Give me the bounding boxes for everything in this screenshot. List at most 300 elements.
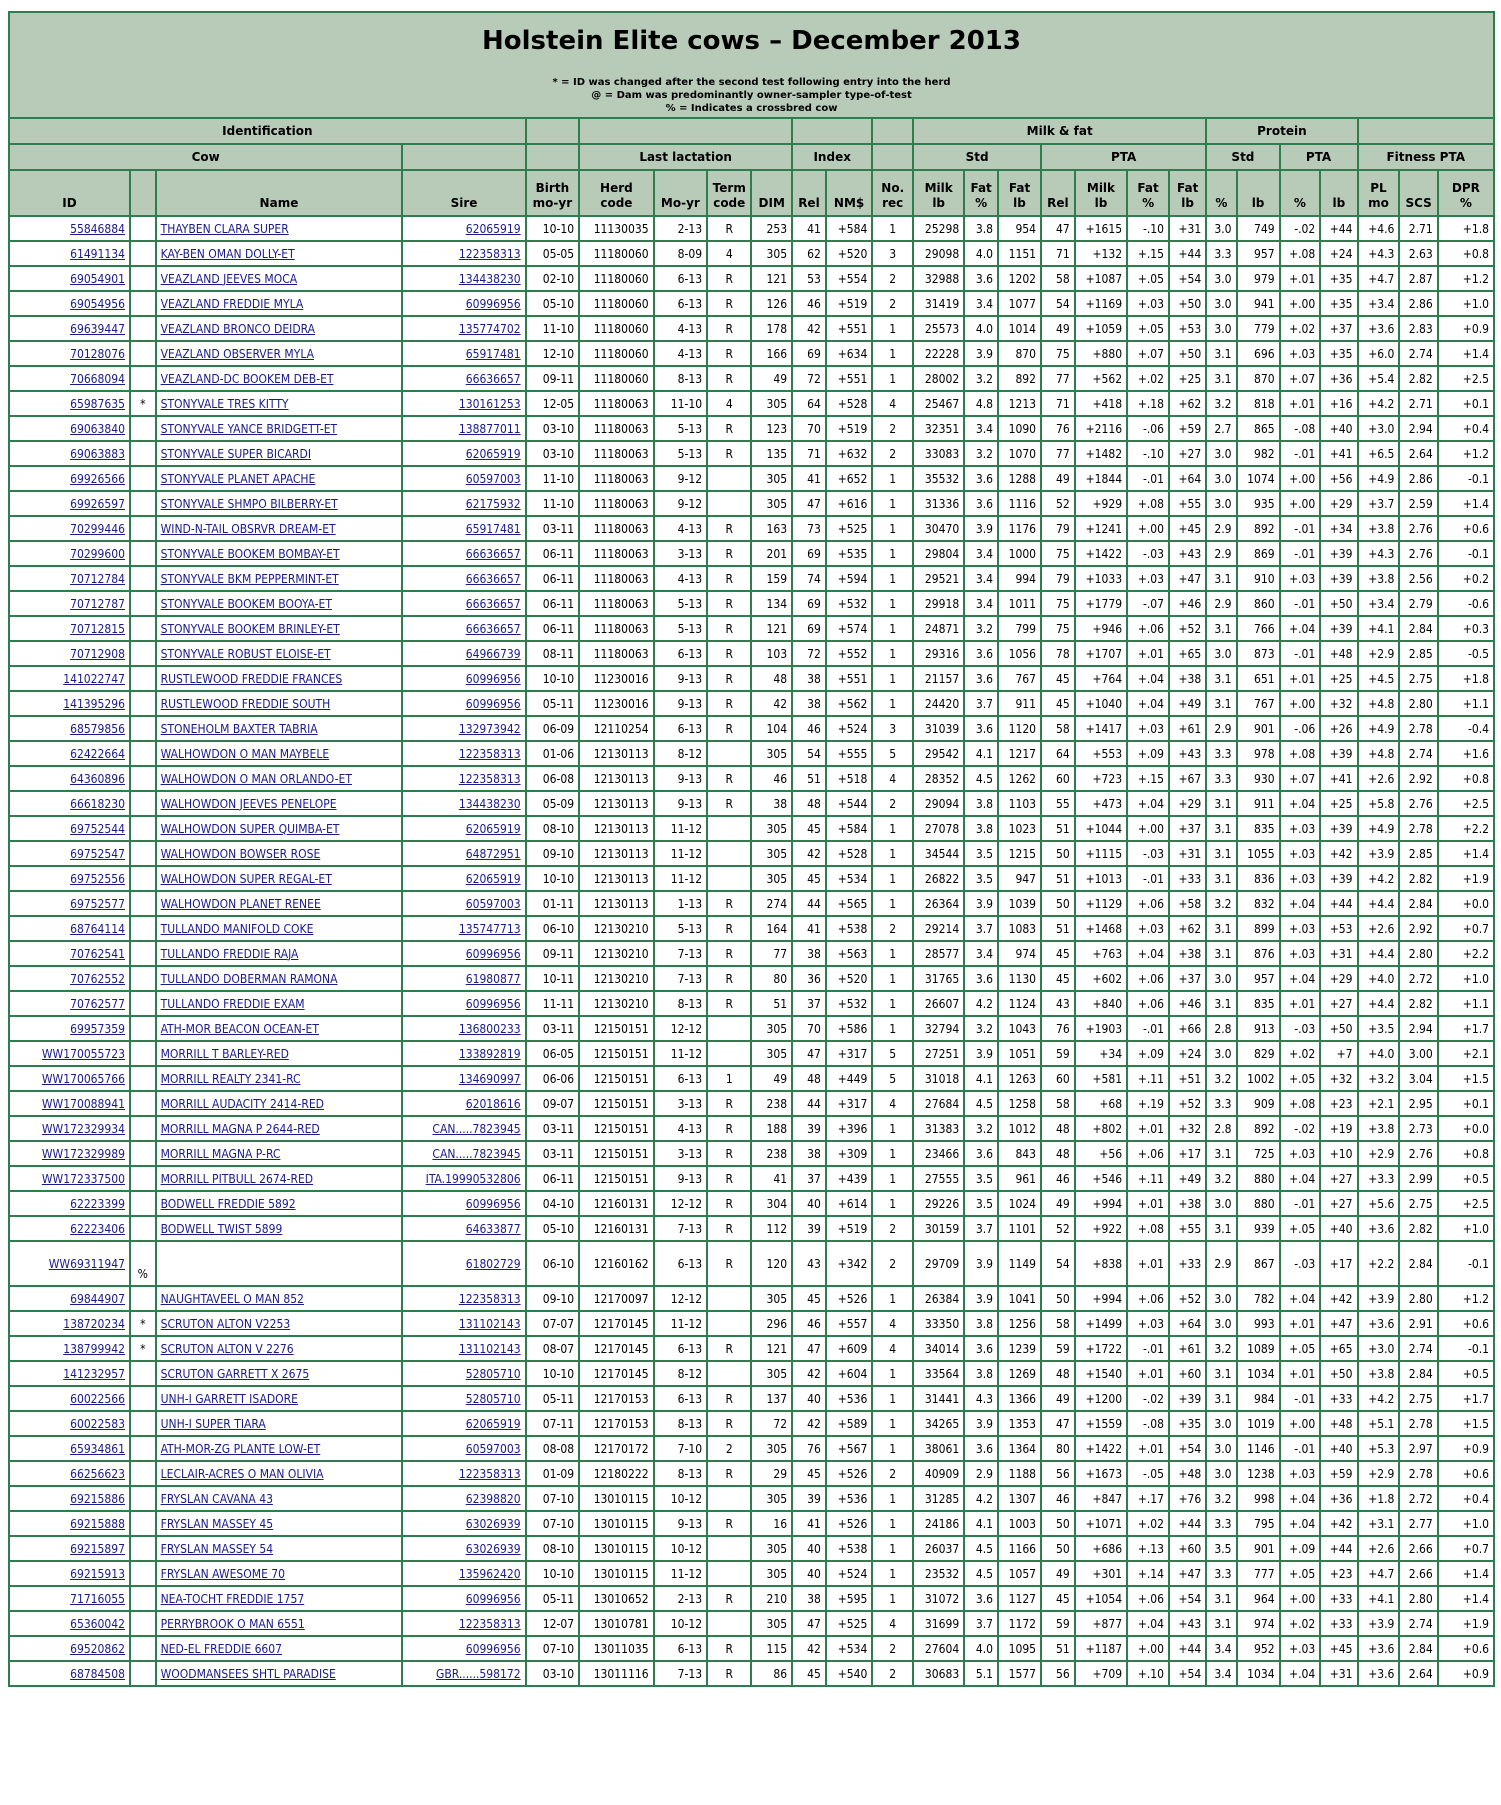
cow-id-link[interactable]: WW172329934 — [41, 1121, 126, 1136]
col-header-pta-fat-pct — [1127, 170, 1169, 216]
cell-flag: % — [130, 1241, 156, 1286]
cow-name-link[interactable]: WALHOWDON JEEVES PENELOPE — [160, 796, 337, 811]
cow-id-link[interactable]: 69215886 — [70, 1491, 126, 1506]
table-row — [9, 1066, 1494, 1091]
sire-link[interactable]: 62018616 — [465, 1096, 521, 1111]
cow-id-link[interactable]: 68579856 — [70, 721, 126, 736]
sire-link[interactable]: 60996956 — [465, 671, 521, 686]
table-row — [9, 316, 1494, 341]
sire-link[interactable]: 62065919 — [465, 1416, 521, 1431]
cow-name-link[interactable]: WALHOWDON O MAN MAYBELE — [160, 746, 330, 761]
sire-link[interactable]: 66636657 — [465, 596, 521, 611]
cow-id-link[interactable]: 69844907 — [70, 1291, 126, 1306]
sire-link[interactable]: 62065919 — [465, 821, 521, 836]
cell-pta-rel: 58 — [1041, 1091, 1075, 1116]
cell-herd-code: 11180063 — [579, 466, 653, 491]
sire-link[interactable]: 122358313 — [458, 246, 521, 261]
sire-link[interactable]: 122358313 — [458, 771, 521, 786]
cow-id-link[interactable]: WW69311947 — [48, 1256, 126, 1271]
cell-lact-mo-yr: 2-13 — [654, 216, 708, 241]
table-body — [9, 216, 1494, 1686]
cow-id-link[interactable]: 65934861 — [70, 1441, 126, 1456]
sire-link[interactable]: 134438230 — [458, 271, 521, 286]
sire-link[interactable]: 135747713 — [458, 921, 521, 936]
cow-name-link[interactable]: WALHOWDON O MAN ORLANDO-ET — [160, 771, 352, 786]
cow-name-link[interactable]: TULLANDO DOBERMAN RAMONA — [160, 971, 338, 986]
cow-id-link[interactable]: 138720234 — [63, 1316, 126, 1331]
cow-id-link[interactable]: 70762541 — [70, 946, 126, 961]
cow-id-link[interactable]: 68764114 — [70, 921, 126, 936]
sire-link[interactable]: 60996956 — [465, 996, 521, 1011]
cow-id-link[interactable]: 70668094 — [70, 371, 126, 386]
sire-link[interactable]: 138877011 — [458, 421, 521, 436]
sire-link[interactable]: 122358313 — [458, 1291, 521, 1306]
cow-name-link[interactable]: VEAZLAND BRONCO DEIDRA — [160, 321, 316, 336]
table-row — [9, 1636, 1494, 1661]
sire-link[interactable]: 60597003 — [465, 1441, 521, 1456]
cell-scs: 2.79 — [1399, 591, 1437, 616]
cow-id-link[interactable]: 65360042 — [70, 1616, 126, 1631]
cell-dim: 253 — [751, 216, 792, 241]
cow-id-link[interactable]: 65987635 — [70, 396, 126, 411]
sire-link[interactable]: 66636657 — [465, 571, 521, 586]
cow-id-link[interactable]: 62223406 — [70, 1221, 126, 1236]
cow-id-link[interactable]: 69926597 — [70, 496, 126, 511]
cow-name-link[interactable]: MORRILL PITBULL 2674-RED — [160, 1171, 314, 1186]
cell-prot-pta-pct: +.00 — [1280, 291, 1321, 316]
cow-name-link[interactable]: THAYBEN CLARA SUPER — [160, 221, 289, 236]
cow-name-link[interactable]: WIND-N-TAIL OBSRVR DREAM-ET — [160, 521, 336, 536]
sire-link[interactable]: 134438230 — [458, 796, 521, 811]
cow-name-link[interactable]: ATH-MOR BEACON OCEAN-ET — [160, 1021, 319, 1036]
sire-link[interactable]: 135774702 — [458, 321, 521, 336]
cow-id-link[interactable]: 69926566 — [70, 471, 126, 486]
cell-term-code: R — [707, 641, 751, 666]
cow-id-link[interactable]: 69639447 — [70, 321, 126, 336]
cell-pta-milk-lb: +1540 — [1075, 1361, 1127, 1386]
cow-name-link[interactable]: STONYVALE BOOKEM BRINLEY-ET — [160, 621, 340, 636]
cell-lact-mo-yr: 2-13 — [654, 1586, 708, 1611]
sire-link[interactable]: 52805710 — [465, 1366, 521, 1381]
cell-id — [9, 891, 130, 916]
col-header-dim — [751, 170, 792, 216]
cell-nm-dollar: +524 — [826, 1561, 873, 1586]
cow-id-link[interactable]: 70299446 — [70, 521, 126, 536]
cell-std-milk-lb: 26037 — [913, 1536, 964, 1561]
sire-link[interactable]: 133892819 — [458, 1046, 521, 1061]
sire-link[interactable]: 134690997 — [458, 1071, 521, 1086]
sire-link[interactable]: 52805710 — [465, 1391, 521, 1406]
cell-std-milk-lb: 27251 — [913, 1041, 964, 1066]
cell-prot-pta-pct: +.09 — [1280, 1536, 1321, 1561]
cell-pta-rel: 49 — [1041, 1191, 1075, 1216]
cow-id-link[interactable]: 138799942 — [63, 1341, 126, 1356]
cow-name-link[interactable]: TULLANDO FREDDIE RAJA — [160, 946, 299, 961]
cell-birth-mo-yr: 06-11 — [526, 541, 580, 566]
cell-no-rec: 1 — [872, 466, 913, 491]
sire-link[interactable]: 60996956 — [465, 946, 521, 961]
cell-no-rec: 1 — [872, 616, 913, 641]
sire-link[interactable]: 60996956 — [465, 296, 521, 311]
cow-id-link[interactable]: 62422664 — [70, 746, 126, 761]
cell-sire — [402, 291, 525, 316]
cell-std-fat-pct: 3.6 — [964, 1141, 998, 1166]
cow-id-link[interactable]: 69752556 — [70, 871, 126, 886]
cow-name-link[interactable]: WOODMANSEES SHTL PARADISE — [160, 1666, 336, 1681]
cell-herd-code: 12150151 — [579, 1141, 653, 1166]
cow-name-link[interactable]: WALHOWDON BOWSER ROSE — [160, 846, 321, 861]
cow-id-link[interactable]: 60022566 — [70, 1391, 126, 1406]
cow-id-link[interactable]: 69054901 — [70, 271, 126, 286]
sire-link[interactable]: CAN.....7823945 — [432, 1146, 521, 1161]
sire-link[interactable]: 136800233 — [458, 1021, 521, 1036]
cow-id-link[interactable]: 70712784 — [70, 571, 126, 586]
cell-sire — [402, 1241, 525, 1286]
cow-id-link[interactable]: 68784508 — [70, 1666, 126, 1681]
cow-name-link[interactable]: TULLANDO MANIFOLD COKE — [160, 921, 314, 936]
cell-prot-pta-pct: +.01 — [1280, 991, 1321, 1016]
cell-prot-std-lb: 901 — [1237, 716, 1280, 741]
cow-name-link[interactable]: NEA-TOCHT FREDDIE 1757 — [160, 1591, 305, 1606]
cell-prot-pta-pct: +.05 — [1280, 1216, 1321, 1241]
cell-lact-mo-yr: 8-09 — [654, 241, 708, 266]
sire-link[interactable]: 135962420 — [458, 1566, 521, 1581]
cell-index-rel: 72 — [792, 641, 826, 666]
cow-name-link[interactable]: STONYVALE ROBUST ELOISE-ET — [160, 646, 331, 661]
cow-id-link[interactable]: 66256623 — [70, 1466, 126, 1481]
cell-dim: 134 — [751, 591, 792, 616]
cell-flag — [130, 1386, 156, 1411]
cell-scs: 2.75 — [1399, 666, 1437, 691]
cell-flag — [130, 816, 156, 841]
cell-pta-milk-lb: +301 — [1075, 1561, 1127, 1586]
sire-link[interactable]: 61980877 — [465, 971, 521, 986]
cell-id — [9, 1561, 130, 1586]
sire-link[interactable]: 64633877 — [465, 1221, 521, 1236]
cell-no-rec: 2 — [872, 441, 913, 466]
cell-prot-pta-pct: -.03 — [1280, 1241, 1321, 1286]
sire-link[interactable]: 60597003 — [465, 896, 521, 911]
cow-id-link[interactable]: 70712908 — [70, 646, 126, 661]
cow-name-link[interactable]: FRYSLAN CAVANA 43 — [160, 1491, 273, 1506]
cow-id-link[interactable]: 69752547 — [70, 846, 126, 861]
cow-name-link[interactable]: BODWELL FREDDIE 5892 — [160, 1196, 296, 1211]
cow-id-link[interactable]: 69752544 — [70, 821, 126, 836]
sire-link[interactable]: 65917481 — [465, 346, 521, 361]
cow-id-link[interactable]: 69957359 — [70, 1021, 126, 1036]
cow-id-link[interactable]: 60022583 — [70, 1416, 126, 1431]
cell-index-rel: 54 — [792, 741, 826, 766]
table-row — [9, 1586, 1494, 1611]
cell-dpr-pct: +2.2 — [1438, 941, 1494, 966]
sire-link[interactable]: 62065919 — [465, 871, 521, 886]
sire-link[interactable]: 65917481 — [465, 521, 521, 536]
cell-prot-std-lb: 1019 — [1237, 1411, 1280, 1436]
cell-flag — [130, 1016, 156, 1041]
table-row — [9, 1386, 1494, 1411]
cow-id-link[interactable]: 70762552 — [70, 971, 126, 986]
col-header-line: Name — [259, 196, 299, 210]
sire-link[interactable]: 64966739 — [465, 646, 521, 661]
cow-name-link[interactable]: RUSTLEWOOD FREDDIE SOUTH — [160, 696, 331, 711]
cell-herd-code: 11180063 — [579, 416, 653, 441]
cell-name — [156, 316, 403, 341]
cell-birth-mo-yr: 12-07 — [526, 1611, 580, 1636]
cow-name-link[interactable]: VEAZLAND-DC BOOKEM DEB-ET — [160, 371, 334, 386]
cell-prot-pta-lb: +39 — [1320, 866, 1357, 891]
cow-id-link[interactable]: 64360896 — [70, 771, 126, 786]
sire-link[interactable]: 64872951 — [465, 846, 521, 861]
cow-name-link[interactable]: SCRUTON GARRETT X 2675 — [160, 1366, 310, 1381]
cell-flag — [130, 1041, 156, 1066]
cow-name-link[interactable]: MORRILL T BARLEY-RED — [160, 1046, 289, 1061]
cell-pta-fat-lb: +52 — [1169, 616, 1206, 641]
cow-name-link[interactable]: SCRUTON ALTON V 2276 — [160, 1341, 294, 1356]
cell-pta-rel: 46 — [1041, 1166, 1075, 1191]
cow-id-link[interactable]: WW172329989 — [41, 1146, 126, 1161]
sire-link[interactable]: 122358313 — [458, 1466, 521, 1481]
cow-name-link[interactable]: STONYVALE SHMPO BILBERRY-ET — [160, 496, 338, 511]
cell-birth-mo-yr: 05-11 — [526, 691, 580, 716]
cow-name-link[interactable]: FRYSLAN MASSEY 45 — [160, 1516, 274, 1531]
cow-name-link[interactable]: MORRILL MAGNA P 2644-RED — [160, 1121, 320, 1136]
cell-pta-fat-pct: -.10 — [1127, 441, 1169, 466]
cow-id-link[interactable]: 69215888 — [70, 1516, 126, 1531]
cell-pta-rel: 79 — [1041, 516, 1075, 541]
cell-nm-dollar: +532 — [826, 991, 873, 1016]
cow-name-link[interactable]: BODWELL TWIST 5899 — [160, 1221, 283, 1236]
cow-name-link[interactable]: STONYVALE YANCE BRIDGETT-ET — [160, 421, 338, 436]
sire-link[interactable]: 122358313 — [458, 746, 521, 761]
sire-link[interactable]: 63026939 — [465, 1541, 521, 1556]
sire-link[interactable]: 60996956 — [465, 1591, 521, 1606]
cell-pta-fat-pct: +.03 — [1127, 291, 1169, 316]
cell-index-rel: 39 — [792, 1486, 826, 1511]
cow-id-link[interactable]: 70712815 — [70, 621, 126, 636]
sire-link[interactable]: 131102143 — [458, 1341, 521, 1356]
cell-id — [9, 591, 130, 616]
cell-nm-dollar: +567 — [826, 1436, 873, 1461]
cell-scs: 2.66 — [1399, 1536, 1437, 1561]
cell-std-fat-lb: 954 — [998, 216, 1041, 241]
cow-id-link[interactable]: 70762577 — [70, 996, 126, 1011]
cell-herd-code: 11180060 — [579, 366, 653, 391]
cow-name-link[interactable]: SCRUTON ALTON V2253 — [160, 1316, 291, 1331]
cow-id-link[interactable]: 71716055 — [70, 1591, 126, 1606]
cow-name-link[interactable]: KAY-BEN OMAN DOLLY-ET — [160, 246, 295, 261]
cell-herd-code: 12170145 — [579, 1311, 653, 1336]
cell-name — [156, 341, 403, 366]
cow-id-link[interactable]: 141395296 — [63, 696, 126, 711]
cell-lact-mo-yr: 11-12 — [654, 816, 708, 841]
cell-index-rel: 41 — [792, 916, 826, 941]
cell-lact-mo-yr: 8-12 — [654, 1361, 708, 1386]
cow-id-link[interactable]: 55846884 — [70, 221, 126, 236]
cell-prot-std-lb: 835 — [1237, 816, 1280, 841]
cell-lact-mo-yr: 8-13 — [654, 1411, 708, 1436]
cell-pl-mo: +5.1 — [1358, 1411, 1400, 1436]
cow-id-link[interactable]: 69215913 — [70, 1566, 126, 1581]
cow-name-link[interactable]: STONYVALE PLANET APACHE — [160, 471, 316, 486]
cow-name-link[interactable]: MORRILL MAGNA P-RC — [160, 1146, 281, 1161]
cow-name-link[interactable]: WALHOWDON SUPER REGAL-ET — [160, 871, 332, 886]
cell-prot-std-lb: 910 — [1237, 566, 1280, 591]
cow-id-link[interactable]: 69752577 — [70, 896, 126, 911]
cell-index-rel: 38 — [792, 691, 826, 716]
cell-prot-std-pct: 3.4 — [1206, 1661, 1236, 1686]
cell-pta-fat-lb: +65 — [1169, 641, 1206, 666]
cell-name — [156, 716, 403, 741]
cell-pl-mo: +5.6 — [1358, 1191, 1400, 1216]
cell-std-fat-lb: 1366 — [998, 1386, 1041, 1411]
cow-id-link[interactable]: 69063840 — [70, 421, 126, 436]
cell-nm-dollar: +536 — [826, 1486, 873, 1511]
cell-lact-mo-yr: 8-13 — [654, 991, 708, 1016]
sire-link[interactable]: CAN.....7823945 — [432, 1121, 521, 1136]
cell-herd-code: 12170145 — [579, 1336, 653, 1361]
cow-name-link[interactable]: STONEHOLM BAXTER TABRIA — [160, 721, 318, 736]
cell-scs: 3.04 — [1399, 1066, 1437, 1091]
sire-link[interactable]: 61802729 — [465, 1256, 521, 1271]
group-last-lactation: Last lactation — [579, 144, 792, 170]
cell-prot-std-pct: 3.1 — [1206, 1586, 1236, 1611]
cell-prot-pta-pct: +.03 — [1280, 841, 1321, 866]
sire-link[interactable]: 62065919 — [465, 446, 521, 461]
col-header-line: Fat — [1176, 181, 1199, 195]
sire-link[interactable]: 131102143 — [458, 1316, 521, 1331]
cow-name-link[interactable]: FRYSLAN AWESOME 70 — [160, 1566, 286, 1581]
cell-pta-fat-pct: +.08 — [1127, 491, 1169, 516]
cell-std-fat-pct: 3.6 — [964, 716, 998, 741]
cow-name-link[interactable]: PERRYBROOK O MAN 6551 — [160, 1616, 305, 1631]
sire-link[interactable]: 132973942 — [458, 721, 521, 736]
sire-link[interactable]: 62065919 — [465, 221, 521, 236]
cow-name-link[interactable]: UNH-I SUPER TIARA — [160, 1416, 266, 1431]
table-row — [9, 941, 1494, 966]
cell-scs: 2.83 — [1399, 316, 1437, 341]
cow-name-link[interactable]: MORRILL AUDACITY 2414-RED — [160, 1096, 324, 1111]
cow-id-link[interactable]: 69215897 — [70, 1541, 126, 1556]
cow-id-link[interactable]: 70299600 — [70, 546, 126, 561]
cow-id-link[interactable]: 61491134 — [70, 246, 126, 261]
cell-herd-code: 12170172 — [579, 1436, 653, 1461]
cell-pl-mo: +4.8 — [1358, 691, 1400, 716]
cell-pta-milk-lb: +1499 — [1075, 1311, 1127, 1336]
cow-name-link[interactable]: LECLAIR-ACRES O MAN OLIVIA — [160, 1466, 324, 1481]
cell-flag — [130, 1191, 156, 1216]
col-header-scs — [1399, 170, 1437, 216]
sire-link[interactable]: 60597003 — [465, 471, 521, 486]
cow-name-link[interactable]: STONYVALE BOOKEM BOOYA-ET — [160, 596, 332, 611]
cow-id-link[interactable]: 69520862 — [70, 1641, 126, 1656]
cow-id-link[interactable]: 141232957 — [63, 1366, 126, 1381]
cow-id-link[interactable]: WW170065766 — [41, 1071, 126, 1086]
cell-std-fat-pct: 3.8 — [964, 1311, 998, 1336]
cow-name-link[interactable]: NAUGHTAVEEL O MAN 852 — [160, 1291, 304, 1306]
cell-id — [9, 241, 130, 266]
cell-sire — [402, 1141, 525, 1166]
sire-link[interactable]: 60996956 — [465, 696, 521, 711]
table-row — [9, 841, 1494, 866]
cell-index-rel: 40 — [792, 1191, 826, 1216]
cell-herd-code: 13010115 — [579, 1511, 653, 1536]
cow-name-link[interactable]: VEAZLAND JEEVES MOCA — [160, 271, 298, 286]
cow-id-link[interactable]: 69054956 — [70, 296, 126, 311]
cow-id-link[interactable]: 62223399 — [70, 1196, 126, 1211]
cell-pta-fat-pct: +.01 — [1127, 1241, 1169, 1286]
cow-name-link[interactable]: VEAZLAND OBSERVER MYLA — [160, 346, 314, 361]
sire-link[interactable]: 60996956 — [465, 1196, 521, 1211]
cow-name-link[interactable]: STONYVALE BOOKEM BOMBAY-ET — [160, 546, 340, 561]
cow-id-link[interactable]: WW170055723 — [41, 1046, 126, 1061]
cow-name-link[interactable]: RUSTLEWOOD FREDDIE FRANCES — [160, 671, 343, 686]
cow-id-link[interactable]: 69063883 — [70, 446, 126, 461]
cow-name-link[interactable]: NED-EL FREDDIE 6607 — [160, 1641, 283, 1656]
cow-name-link[interactable]: FRYSLAN MASSEY 54 — [160, 1541, 274, 1556]
cow-id-link[interactable]: 70712787 — [70, 596, 126, 611]
cell-sire — [402, 841, 525, 866]
cow-id-link[interactable]: 70128076 — [70, 346, 126, 361]
col-header-std-fat-lb — [998, 170, 1041, 216]
cow-id-link[interactable]: WW170088941 — [41, 1096, 126, 1111]
cell-prot-pta-pct: -.01 — [1280, 1386, 1321, 1411]
sire-link[interactable]: 60996956 — [465, 1641, 521, 1656]
cell-scs: 2.77 — [1399, 1511, 1437, 1536]
cell-prot-std-lb: 766 — [1237, 616, 1280, 641]
sire-link[interactable]: 62398820 — [465, 1491, 521, 1506]
sire-link[interactable]: 66636657 — [465, 546, 521, 561]
cow-name-link[interactable]: ATH-MOR-ZG PLANTE LOW-ET — [160, 1441, 321, 1456]
cell-no-rec: 1 — [872, 216, 913, 241]
cell-birth-mo-yr: 09-10 — [526, 1286, 580, 1311]
cell-std-milk-lb: 32351 — [913, 416, 964, 441]
cell-term-code — [707, 1286, 751, 1311]
cow-id-link[interactable]: 141022747 — [63, 671, 126, 686]
cell-std-fat-lb: 994 — [998, 566, 1041, 591]
group-index: Index — [792, 144, 872, 170]
cell-id — [9, 1636, 130, 1661]
sire-link[interactable]: 130161253 — [458, 396, 521, 411]
sire-link[interactable]: 62175932 — [465, 496, 521, 511]
sire-link[interactable]: GBR......598172 — [436, 1666, 521, 1681]
cell-std-fat-lb: 1101 — [998, 1216, 1041, 1241]
cow-name-link[interactable]: TULLANDO FREDDIE EXAM — [160, 996, 305, 1011]
cow-name-link[interactable]: WALHOWDON SUPER QUIMBA-ET — [160, 821, 340, 836]
cell-index-rel: 62 — [792, 241, 826, 266]
cow-name-link[interactable]: STONYVALE BKM PEPPERMINT-ET — [160, 571, 339, 586]
cell-lact-mo-yr: 11-12 — [654, 1561, 708, 1586]
cow-name-link[interactable]: VEAZLAND FREDDIE MYLA — [160, 296, 304, 311]
cell-index-rel: 46 — [792, 291, 826, 316]
sire-link[interactable]: 66636657 — [465, 371, 521, 386]
cow-name-link[interactable]: MORRILL REALTY 2341-RC — [160, 1071, 301, 1086]
cow-name-link[interactable]: STONYVALE TRES KITTY — [160, 396, 289, 411]
cow-name-link[interactable]: UNH-I GARRETT ISADORE — [160, 1391, 298, 1406]
sire-link[interactable]: 63026939 — [465, 1516, 521, 1531]
cell-prot-std-pct: 3.1 — [1206, 1216, 1236, 1241]
cow-name-link[interactable]: WALHOWDON PLANET RENEE — [160, 896, 321, 911]
cow-id-link[interactable]: WW172337500 — [41, 1171, 126, 1186]
table-row — [9, 966, 1494, 991]
cell-lact-mo-yr: 6-13 — [654, 641, 708, 666]
sire-link[interactable]: 66636657 — [465, 621, 521, 636]
sire-link[interactable]: 122358313 — [458, 1616, 521, 1631]
cow-name-link[interactable]: STONYVALE SUPER BICARDI — [160, 446, 312, 461]
cell-pta-fat-pct: +.08 — [1127, 1216, 1169, 1241]
cell-pta-milk-lb: +922 — [1075, 1216, 1127, 1241]
sire-link[interactable]: ITA.19990532806 — [425, 1171, 521, 1186]
cow-id-link[interactable]: 66618230 — [70, 796, 126, 811]
